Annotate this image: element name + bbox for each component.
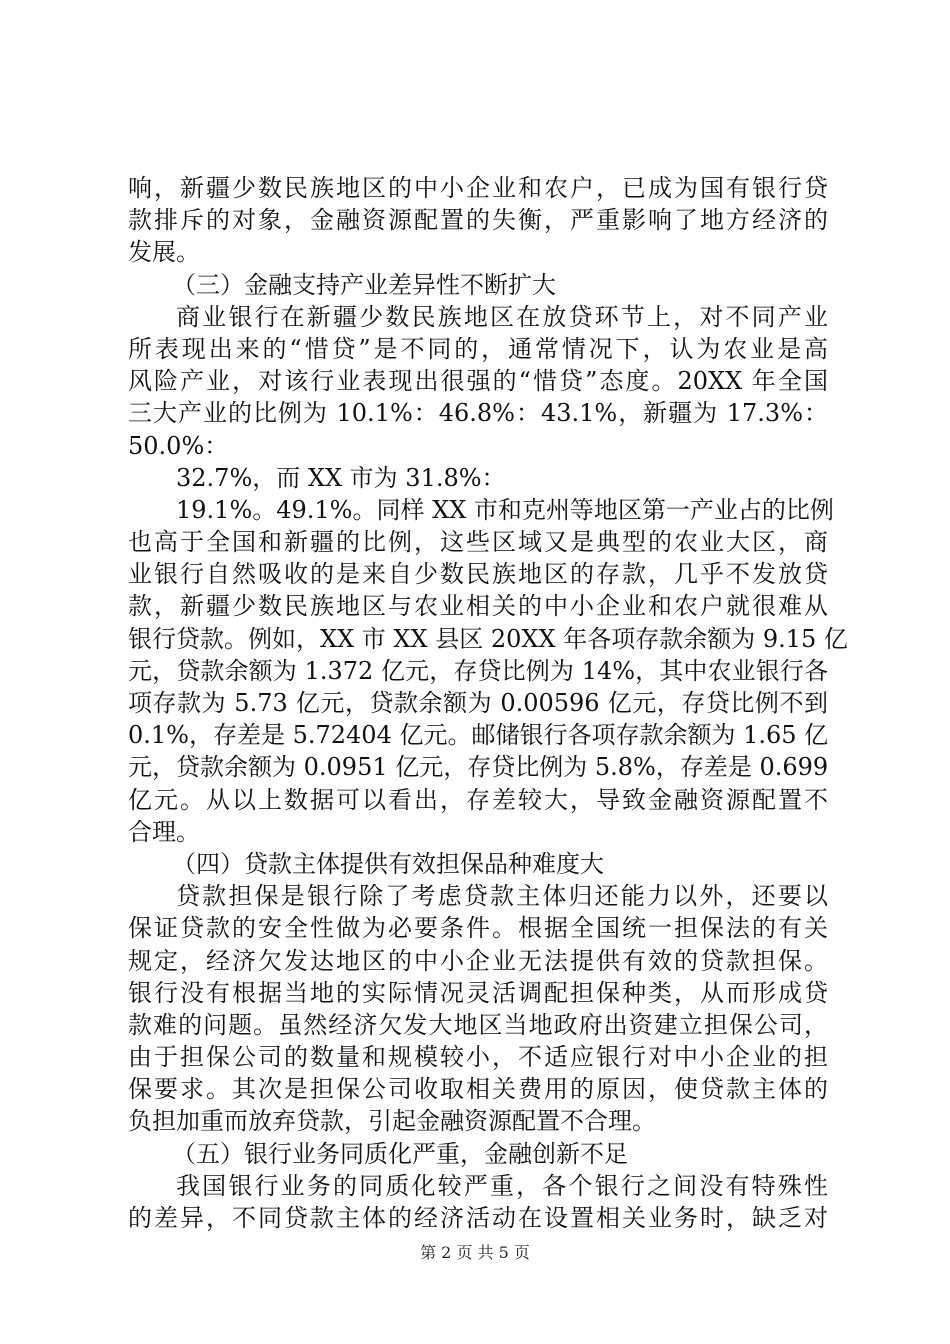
- text-line: 保证贷款的安全性做为必要条件。根据全国统一担保法的有关: [128, 914, 828, 943]
- text-line: 风险产业，对该行业表现出很强的“惜贷”态度。20XX 年全国: [128, 367, 828, 396]
- text-line: 规定，经济欠发达地区的中小企业无法提供有效的贷款担保。: [128, 946, 828, 975]
- text-line: 元，贷款余额为 0.0951 亿元，存贷比例为 5.8%，存差是 0.699: [128, 753, 829, 782]
- text-line: 0.1%，存差是 5.72404 亿元。邮储银行各项存款余额为 1.65 亿: [128, 721, 829, 750]
- text-line: 由于担保公司的数量和规模较小，不适应银行对中小企业的担: [128, 1043, 828, 1072]
- document-body: [128, 172, 848, 1234]
- text-line: 50.0%：: [128, 431, 229, 460]
- page-footer: 第 2 页 共 5 页: [420, 1243, 530, 1262]
- text-line: 贷款担保是银行除了考虑贷款主体归还能力以外，还要以: [176, 882, 828, 911]
- section-heading: （三）金融支持产业差异性不断扩大: [172, 270, 556, 299]
- text-line: 款排斥的对象，金融资源配置的失衡，严重影响了地方经济的: [128, 206, 828, 235]
- section-heading: （四）贷款主体提供有效担保品种难度大: [172, 849, 604, 878]
- text-line: 银行贷款。例如，XX 市 XX 县区 20XX 年各项存款余额为 9.15 亿: [128, 624, 848, 653]
- text-line: 元，贷款余额为 1.372 亿元，存贷比例为 14%，其中农业银行各: [128, 656, 828, 685]
- text-line: 发展。: [128, 238, 200, 267]
- text-line: 合理。: [128, 817, 200, 846]
- text-line: 19.1%。49.1%。同样 XX 市和克州等地区第一产业占的比例: [176, 495, 834, 524]
- text-line: 的差异，不同贷款主体的经济活动在设置相关业务时，缺乏对: [128, 1204, 828, 1232]
- text-line: 32.7%，而 XX 市为 31.8%：: [176, 463, 506, 492]
- text-line: 也高于全国和新疆的比例，这些区域又是典型的农业大区，商: [128, 528, 828, 557]
- text-line: 所表现出来的“惜贷”是不同的，通常情况下，认为农业是高: [128, 334, 828, 363]
- text-line: 银行没有根据当地的实际情况灵活调配担保种类，从而形成贷: [128, 978, 828, 1007]
- text-line: 项存款为 5.73 亿元，贷款余额为 0.00596 亿元，存贷比例不到: [128, 689, 828, 717]
- text-line: 响，新疆少数民族地区的中小企业和农户，已成为国有银行贷: [128, 174, 828, 202]
- text-line: 负担加重而放弃贷款，引起金融资源配置不合理。: [128, 1107, 656, 1136]
- text-line: 业银行自然吸收的是来自少数民族地区的存款，几乎不发放贷: [128, 560, 828, 589]
- text-line: 保要求。其次是担保公司收取相关费用的原因，使贷款主体的: [128, 1075, 828, 1104]
- text-line: 款难的问题。虽然经济欠发大地区当地政府出资建立担保公司，: [128, 1010, 828, 1039]
- text-line: 款，新疆少数民族地区与农业相关的中小企业和农户就很难从: [128, 592, 828, 621]
- text-line: 商业银行在新疆少数民族地区在放贷环节上，对不同产业: [176, 302, 828, 331]
- text-line: 三大产业的比例为 10.1%：46.8%：43.1%，新疆为 17.3%：: [128, 399, 828, 428]
- section-heading: （五）银行业务同质化严重，金融创新不足: [172, 1139, 628, 1168]
- text-line: 亿元。从以上数据可以看出，存差较大，导致金融资源配置不: [128, 785, 828, 814]
- text-line: 我国银行业务的同质化较严重，各个银行之间没有特殊性: [176, 1171, 828, 1200]
